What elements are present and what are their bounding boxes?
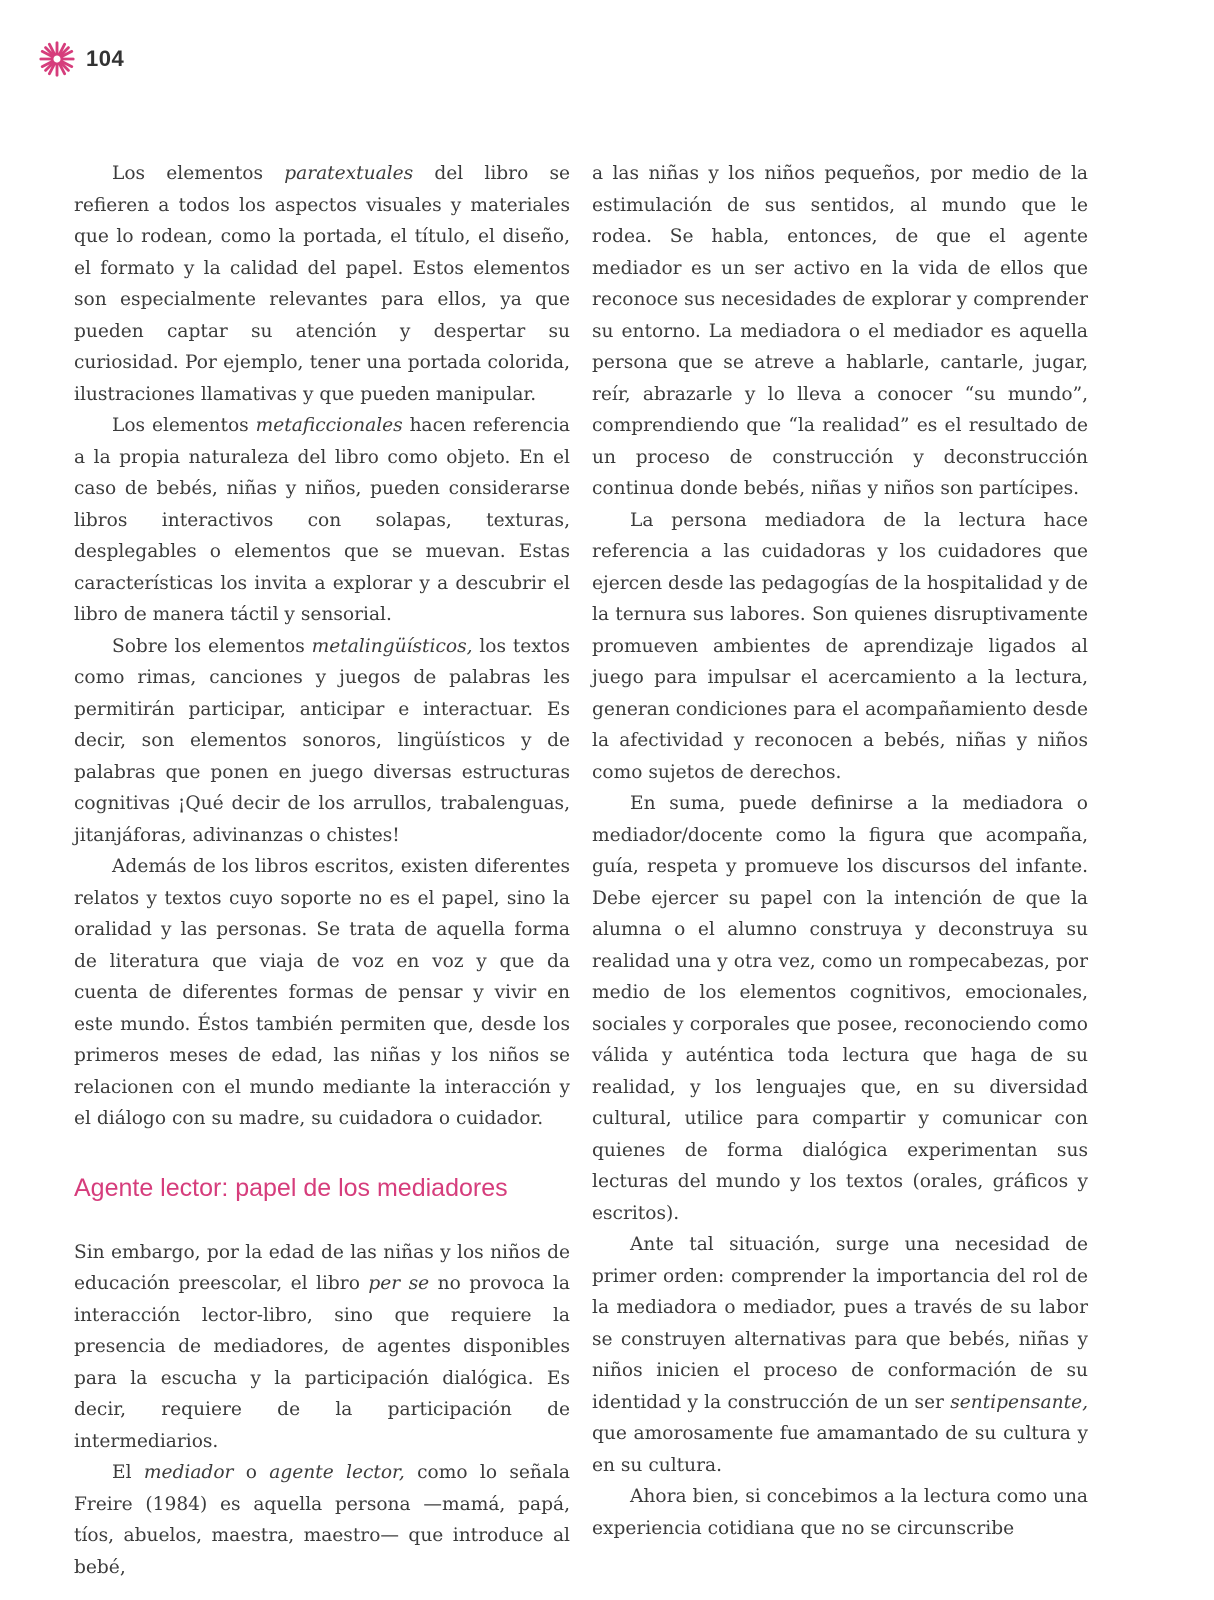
paragraph-en-suma: En suma, puede definirse a la mediadora o mediador/docente como la figura que acompaña, guía, respeta y promueve los discursos del infante. Debe ejercer su papel con la intención de que la alumna o el alumno construya y deconstruya su realidad una y otra vez, como un rompecabezas, por medio de los elementos cognitivos, emocionales, sociales y corporales que posee, reconociendo como válida y auténtica toda lectura que haga de su realidad, y los lenguajes que, en su diversidad cultural, utilice para compartir y comunicar con quienes de forma dialógica experimentan sus lecturas del mundo y los textos (orales, gráficos y escritos). — [592, 793, 1088, 1224]
page-header — [38, 40, 124, 78]
paragraph-ahora-bien: Ahora bien, si concebimos a la lectura como una experiencia cotidiana que no se circunscribe — [592, 1486, 1088, 1539]
paragraph-metaficcionales: Los elementos metaficcionales hacen referencia a la propia naturaleza del libro como objeto. En el caso de bebés, niñas y niños, pueden considerarse libros interactivos con solapas, texturas, desplegables o elementos que se muevan. Estas características los invita a explorar y a descubrir el libro de manera táctil y sensorial. — [74, 415, 570, 625]
left-column — [74, 158, 570, 1583]
paragraph-situacion: Ante tal situación, surge una necesidad de primer orden: comprender la importancia del rol de la mediadora o mediador, pues a través de su labor se construyen alternativas para que bebés, niñas y niños inicien el proceso de conformación de su identidad y la construcción de un ser sentipensante, que amorosamente fue amamantado de su cultura y en su cultura. — [592, 1234, 1088, 1476]
paragraph-persona-mediadora: La persona mediadora de la lectura hace referencia a las cuidadoras y los cuidadores que ejercen desde las pedagogías de la hospitalidad y de la ternura sus labores. Son quienes disruptivamente promueven ambientes de aprendizaje ligados al juego para impulsar el acercamiento a la lectura, generan condiciones para el acompañamiento desde la afectividad y reconocen a bebés, niñas y niños como sujetos de derechos. — [592, 509, 1088, 783]
paragraph-per-se: Sin embargo, por la edad de las niñas y los niños de educación preescolar, el libro per se no provoca la interacción lector-libro, sino que requiere la presencia de mediadores, de agentes disponibles para la escucha y la participación dialógica. Es decir, requiere de la participación de intermediarios. — [74, 1241, 570, 1452]
asterisk-flower-icon — [38, 40, 76, 78]
paragraph-mediador: El mediador o agente lector, como lo señala Freire (1984) es aquella persona —mamá, papá, tíos, abuelos, maestra, maestro— que introduce al bebé, — [74, 1462, 570, 1578]
page-number: 104 — [86, 46, 125, 71]
section-heading: Agente lector: papel de los mediadores — [74, 1173, 508, 1202]
right-column — [592, 158, 1088, 1544]
paragraph-paratextuales: Los elementos paratextuales del libro se refieren a todos los aspectos visuales y materiales que lo rodean, como la portada, el título, el diseño, el formato y la calidad del papel. Estos elementos son especialmente relevantes para ellos, ya que pueden captar su atención y despertar su curiosidad. Por ejemplo, tener una portada colorida, ilustraciones llamativas y que pueden manipular. — [74, 163, 570, 405]
paragraph-metalinguisticos: Sobre los elementos metalingüísticos, los textos como rimas, canciones y juegos de palabras les permitirán participar, anticipar e interactuar. Es decir, son elementos sonoros, lingüísticos y de palabras que ponen en juego diversas estructuras cognitivas ¡Qué decir de los arrullos, trabalenguas, jitanjáforas, adivinanzas o chistes! — [74, 635, 570, 846]
paragraph-continuation: a las niñas y los niños pequeños, por medio de la estimulación de sus sentidos, al mundo que le rodea. Se habla, entonces, de que el agente mediador es un ser activo en la vida de ellos que reconoce sus necesidades de explorar y comprender su entorno. La mediadora o el mediador es aquella persona que se atreve a hablarle, cantarle, jugar, reír, abrazarle y lo lleva a conocer “su mundo”, comprendiendo que “la realidad” es el resultado de un proceso de construcción y deconstrucción continua donde bebés, niñas y niños son partícipes. — [592, 163, 1088, 499]
paragraph-oralidad: Además de los libros escritos, existen diferentes relatos y textos cuyo soporte no es el papel, sino la oralidad y las personas. Se trata de aquella forma de literatura que viaja de voz en voz y que da cuenta de diferentes formas de pensar y vivir en este mundo. Éstos también permiten que, desde los primeros meses de edad, las niñas y los niños se relacionen con el mundo mediante la interacción y el diálogo con su madre, su cuidadora o cuidador. — [74, 856, 570, 1129]
